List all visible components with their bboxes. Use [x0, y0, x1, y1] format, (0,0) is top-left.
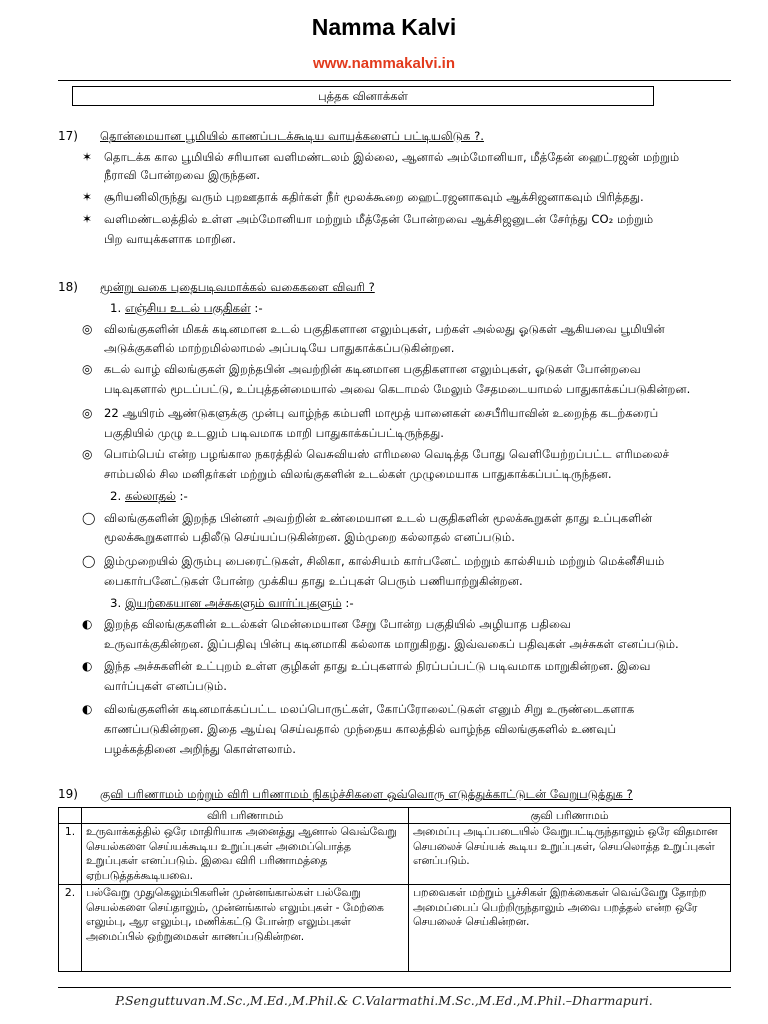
star-bullet-icon: ✶: [82, 150, 93, 164]
table-header-cell: விரி பரிணாமம்: [82, 808, 409, 824]
site-title: Namma Kalvi: [311, 14, 457, 40]
table-cell: பல்வேறு முதுகெலும்பிகளின் முன்னங்கால்கள் பல்வேறு செயல்களை செய்தாலும், முன்னங்கால் எலும்புகள் - மேற்கை எலும்பு, ஆர எலும்பு, மணிக்கட்டு போன்ற எலும்புகள் அமைப்பில் ஒற்றுமைகள் காணப்படுகின்றன.: [82, 885, 409, 972]
q18-line: விலங்குகளின் மிகக் கடினமான உடல் பகுதிகளான எலும்புகள், பற்கள் அல்லது ஓடுகள் ஆகியவை பூமியின்: [104, 322, 665, 336]
q19-question: குவி பரிணாமம் மற்றும் விரி பரிணாமம் நிகழ்ச்சிகளை ஒவ்வொரு எடுத்துக்காட்டுடன் வேறுபடுத்துக ?: [100, 787, 633, 801]
comparison-table: [58, 807, 731, 972]
circle-bullet-icon: ◎: [82, 447, 93, 461]
q18-line: சாம்பலில் சில மனிதர்கள் மற்றும் விலங்குகளின் உடல்கள் முழுமையாக பாதுகாக்கப்பட்டிருந்தன.: [104, 467, 612, 481]
sub-number: 3.: [110, 596, 122, 610]
q18-line: பைகார்பனேட்டுகள் போன்ற முக்கிய தாது உப்புகள் பெரும் பணியாற்றுகின்றன.: [104, 574, 523, 588]
pointer-bullet-icon: ◐: [82, 702, 93, 716]
q17-line: நீராவி போன்றவை இருந்தன.: [104, 168, 261, 182]
ring-bullet-icon: ◯: [82, 511, 96, 525]
ring-bullet-icon: ◯: [82, 554, 96, 568]
sub-suffix: :-: [250, 301, 263, 315]
q17-line: பிற வாயுக்களாக மாறின.: [104, 232, 236, 246]
table-cell: உருவாக்கத்தில் ஒரே மாதிரியாக அனைத்து ஆனால் வெவ்வேறு செயல்களை செய்யக்கூடிய உறுப்புகள் அமைப்பொத்த உறுப்புகள் எனப்படும். இவை விரி பரிணாமத்தை ஏற்படுத்தக்கூடியவை.: [82, 824, 409, 885]
q18-line: கடல் வாழ் விலங்குகள் இறந்தபின் அவற்றின் கடினமான பகுதிகளான எலும்புகள், ஓடுகள் போன்றவை: [104, 362, 641, 376]
circle-bullet-icon: ◎: [82, 362, 93, 376]
q18-line: 22 ஆயிரம் ஆண்டுகளுக்கு முன்பு வாழ்ந்த கம்பளி மாமூத் யானைகள் சைபீரியாவின் உறைந்த கடற்கரைப்: [104, 406, 659, 420]
table-cell: பறவைகள் மற்றும் பூச்சிகள் இறக்கைகள் வெவ்வேறு தோற்ற அமைப்பைப் பெற்றிருந்தாலும் அவை பறத்தல் என்ற ஒரே செயலைச் செய்கின்றன.: [409, 885, 731, 972]
table-cell: அமைப்பு அடிப்படையில் வேறுபட்டிருந்தாலும் ஒரே விதமான செயலைச் செய்யக் கூடிய உறுப்புகள், செயலொத்த உறுப்புகள் எனப்படும்.: [409, 824, 731, 885]
site-url-link[interactable]: www.nammakalvi.in: [313, 55, 455, 72]
q18-line: விலங்குகளின் கடினமாக்கப்பட்ட மலப்பொருட்கள், கோப்ரோலைட்டுகள் எனும் சிறு உருண்டைகளாக: [104, 702, 635, 716]
question-number: 19): [58, 787, 78, 801]
q18-line: உருவாக்குகின்றன. இப்பதிவு பின்பு கடினமாகி கல்லாக மாறுகிறது. இவ்வகைப் பதிவுகள் அச்சுகள் எனப்படும்.: [104, 637, 679, 651]
question-text: [100, 787, 633, 802]
sub-suffix: :-: [341, 596, 354, 610]
circle-bullet-icon: ◎: [82, 322, 93, 336]
question-number: 17): [58, 129, 78, 143]
footer-credits: P.Senguttuvan.M.Sc.,M.Ed.,M.Phil.& C.Valarmathi.M.Sc.,M.Ed.,M.Phil.–Dharmapuri.: [115, 993, 653, 1008]
subheading: [110, 301, 263, 316]
q17-line: சூரியனிலிருந்து வரும் புறஊதாக் கதிர்கள் நீர் மூலக்கூறை ஹைட்ரஜனாகவும் ஆக்சிஜனாகவும் பிரித்தது.: [104, 190, 644, 204]
q17-line: தொடக்க கால பூமியில் சரியான வளிமண்டலம் இல்லை, ஆனால் அம்மோனியா, மீத்தேன் ஹைட்ரஜன் மற்றும்: [104, 150, 680, 164]
footer-rule: [58, 987, 731, 988]
subheading: [110, 489, 188, 504]
question-text: [100, 280, 375, 295]
pointer-bullet-icon: ◐: [82, 617, 93, 631]
sub-label: கல்லாதல்: [125, 489, 176, 503]
q18-line: படிவுகளால் மூடப்பட்டு, உப்புத்தன்மையால் அவை கெடாமல் மேலும் சேதமடையாமல் பாதுகாக்கப்படுகின்றன.: [104, 382, 691, 396]
table-row: [59, 885, 731, 972]
table-row: [59, 824, 731, 885]
q18-line: அடுக்குகளில் மாற்றமில்லாமல் அப்படியே பாதுகாக்கப்படுகின்றன.: [104, 341, 455, 355]
sub-label: இயற்கையான அச்சுகளும் வார்ப்புகளும்: [125, 596, 342, 610]
q18-line: இம்முறையில் இரும்பு பைரைட்டுகள், சிலிகா, கால்சியம் கார்பனேட் மற்றும் கால்சியம் மற்றும் மெக்னீசியம்: [104, 554, 665, 568]
table-header-cell: குவி பரிணாமம்: [409, 808, 731, 824]
subheading: [110, 596, 354, 611]
q17-line: வளிமண்டலத்தில் உள்ள அம்மோனியா மற்றும் மீத்தேன் போன்றவை ஆக்சிஜனுடன் சேர்ந்து CO₂ மற்றும்: [104, 212, 654, 226]
star-bullet-icon: ✶: [82, 190, 93, 204]
q18-line: இந்த அச்சுகளின் உட்புறம் உள்ள குழிகள் தாது உப்புகளால் நிரப்பப்பட்டு படிவமாக மாறுகின்றன. இவை: [104, 659, 651, 673]
q18-line: பகுதியில் முழு உடலும் படிவமாக மாறி பாதுகாக்கப்பட்டிருந்தது.: [104, 426, 444, 440]
table-cell: 2.: [59, 885, 82, 972]
q18-line: பொம்பெய் என்ற பழங்கால நகரத்தில் வெசுவியஸ் எரிமலை வெடித்த போது வெளியேற்றப்பட்ட எரிமலைச்: [104, 447, 670, 461]
sub-number: 1.: [110, 301, 122, 315]
question-text: [100, 129, 484, 144]
q17-question: தொன்மையான பூமியில் காணப்படக்கூடிய வாயுக்களைப் பட்டியலிடுக ?.: [100, 129, 484, 143]
q18-line: பழக்கத்தினை அறிந்து கொள்ளலாம்.: [104, 742, 296, 756]
sub-suffix: :-: [175, 489, 188, 503]
table-header-row: [59, 808, 731, 824]
q18-line: விலங்குகளின் இறந்த பின்னர் அவற்றின் உண்மையான உடல் பகுதிகளின் மூலக்கூறுகள் தாது உப்புகளின்: [104, 511, 653, 525]
q18-line: மூலக்கூறுகளால் பதிலீடு செய்யப்படுகின்றன. இம்முறை கல்லாதல் எனப்படும்.: [104, 530, 515, 544]
section-title: புத்தக வினாக்கள்: [72, 86, 654, 106]
question-number: 18): [58, 280, 78, 294]
q18-question: மூன்று வகை புதைபடிவமாக்கல் வகைகளை விவரி ?: [100, 280, 375, 294]
q18-line: இறந்த விலங்குகளின் உடல்கள் மென்மையான சேறு போன்ற பகுதியில் அழியாத பதிவை: [104, 617, 572, 631]
table-cell: 1.: [59, 824, 82, 885]
star-bullet-icon: ✶: [82, 212, 93, 226]
sub-label: எஞ்சிய உடல் பகுதிகள்: [125, 301, 251, 315]
circle-bullet-icon: ◎: [82, 406, 93, 420]
q18-line: வார்ப்புகள் எனப்படும்.: [104, 679, 227, 693]
pointer-bullet-icon: ◐: [82, 659, 93, 673]
sub-number: 2.: [110, 489, 122, 503]
table-header-cell: [59, 808, 82, 824]
q18-line: காணப்படுகின்றன. இதை ஆய்வு செய்வதால் முந்தைய காலத்தில் வாழ்ந்த விலங்குகளில் உணவுப்: [104, 722, 617, 736]
